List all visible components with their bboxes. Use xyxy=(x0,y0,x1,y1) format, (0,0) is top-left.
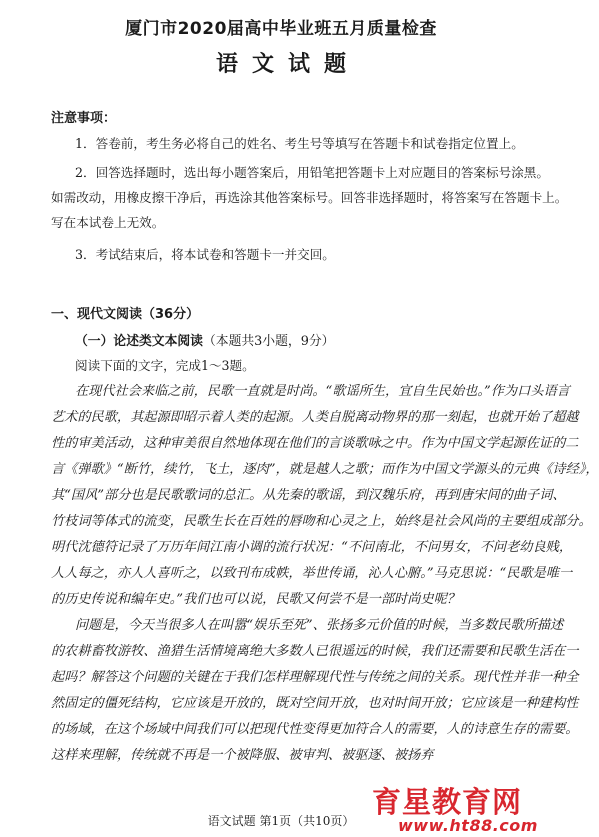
passage-line: 其“国风”部分也是民歌歌词的总汇。从先秦的歌谣，到汉魏乐府，再到唐宋间的曲子词、 xyxy=(51,488,566,503)
passage-line: 竹枝词等体式的流变，民歌生长在百姓的唇吻和心灵之上，始终是社会风尚的主要组成部分。 xyxy=(51,514,592,529)
watermark-url: www.ht88.com xyxy=(398,816,538,835)
passage-line: 言《弹歌》“断竹，续竹，飞土，逐肉”，就是越人之歌；而作为中国文学源头的元典《诗经》， xyxy=(51,462,599,477)
subsection-note: （本题共3小题，9分） xyxy=(202,334,335,349)
watermark-text: 育星教育网 xyxy=(372,785,523,819)
passage-line: 然固定的僵死结构，它应该是开放的，既对空间开放，也对时间开放；它应该是一种建构性 xyxy=(51,696,579,711)
passage-line: 艺术的民歌，其起源即昭示着人类的起源。人类自脱离动物界的那一刻起，也就开始了超越 xyxy=(51,410,579,425)
passage-line: 的农耕畜牧游牧、渔猎生活情境离绝大多数人已很遥远的时候，我们还需要和民歌生活在一 xyxy=(51,644,579,659)
notice-line-4: 写在本试卷上无效。 xyxy=(51,215,165,230)
exam-title: 厦门市2020届高中毕业班五月质量检查 xyxy=(125,19,437,39)
passage-line: 明代沈德符记录了万历年间江南小调的流行状况：“不问南北，不问男女，不问老幼良贱， xyxy=(51,540,573,555)
section-heading: 一、现代文阅读（36分） xyxy=(51,307,200,322)
passage-line: 的历史传说和编年史。”我们也可以说，民歌又何尝不是一部时尚史呢？ xyxy=(51,592,460,607)
passage-line: 性的审美活动，这种审美很自然地体现在他们的言谈歌咏之中。作为中国文学起源佐证的二 xyxy=(51,436,579,451)
notice-line-2: 2．回答选择题时，选出每小题答案后，用铅笔把答题卡上对应题目的答案标号涂黑。 xyxy=(75,165,549,180)
site-watermark xyxy=(372,786,558,836)
notice-line-1: 1．答卷前，考生务必将自己的姓名、考生号等填写在答题卡和试卷指定位置上。 xyxy=(75,136,524,151)
passage-line: 人人每之，亦人人喜听之，以致刊布成帙，举世传诵，沁人心腑。”马克思说：“民歌是唯一 xyxy=(51,566,573,581)
instruction-line: 阅读下面的文字，完成1～3题。 xyxy=(75,358,255,373)
subsection-title: （一）论述类文本阅读 xyxy=(75,334,203,349)
subject-title: 语文试题 xyxy=(215,52,360,77)
page-footer: 语文试题 第1页（共10页） xyxy=(207,814,355,828)
notice-line-3: 如需改动，用橡皮擦干净后，再选涂其他答案标号。回答非选择题时，将答案写在答题卡上。 xyxy=(51,190,568,205)
notice-line-5: 3．考试结束后，将本试卷和答题卡一并交回。 xyxy=(75,247,335,262)
passage-line: 在现代社会来临之前，民歌一直就是时尚。“歌谣所生，宜自生民始也。”作为口头语言 xyxy=(75,384,570,399)
notice-heading: 注意事项： xyxy=(51,111,117,126)
passage-line: 问题是，今天当很多人在叫嚣“娱乐至死”、张扬多元价值的时候，当多数民歌所描述 xyxy=(75,618,564,633)
subsection-heading xyxy=(75,330,334,349)
passage-line: 起吗？解答这个问题的关键在于我们怎样理解现代性与传统之间的关系。现代性并非一种全 xyxy=(51,670,579,685)
passage-line: 这样来理解，传统就不再是一个被降服、被审判、被驱逐、被扬弃 xyxy=(51,748,434,763)
passage-line: 的场域，在这个场域中间我们可以把现代性变得更加符合人的需要，人的诗意生存的需要。 xyxy=(51,722,579,737)
